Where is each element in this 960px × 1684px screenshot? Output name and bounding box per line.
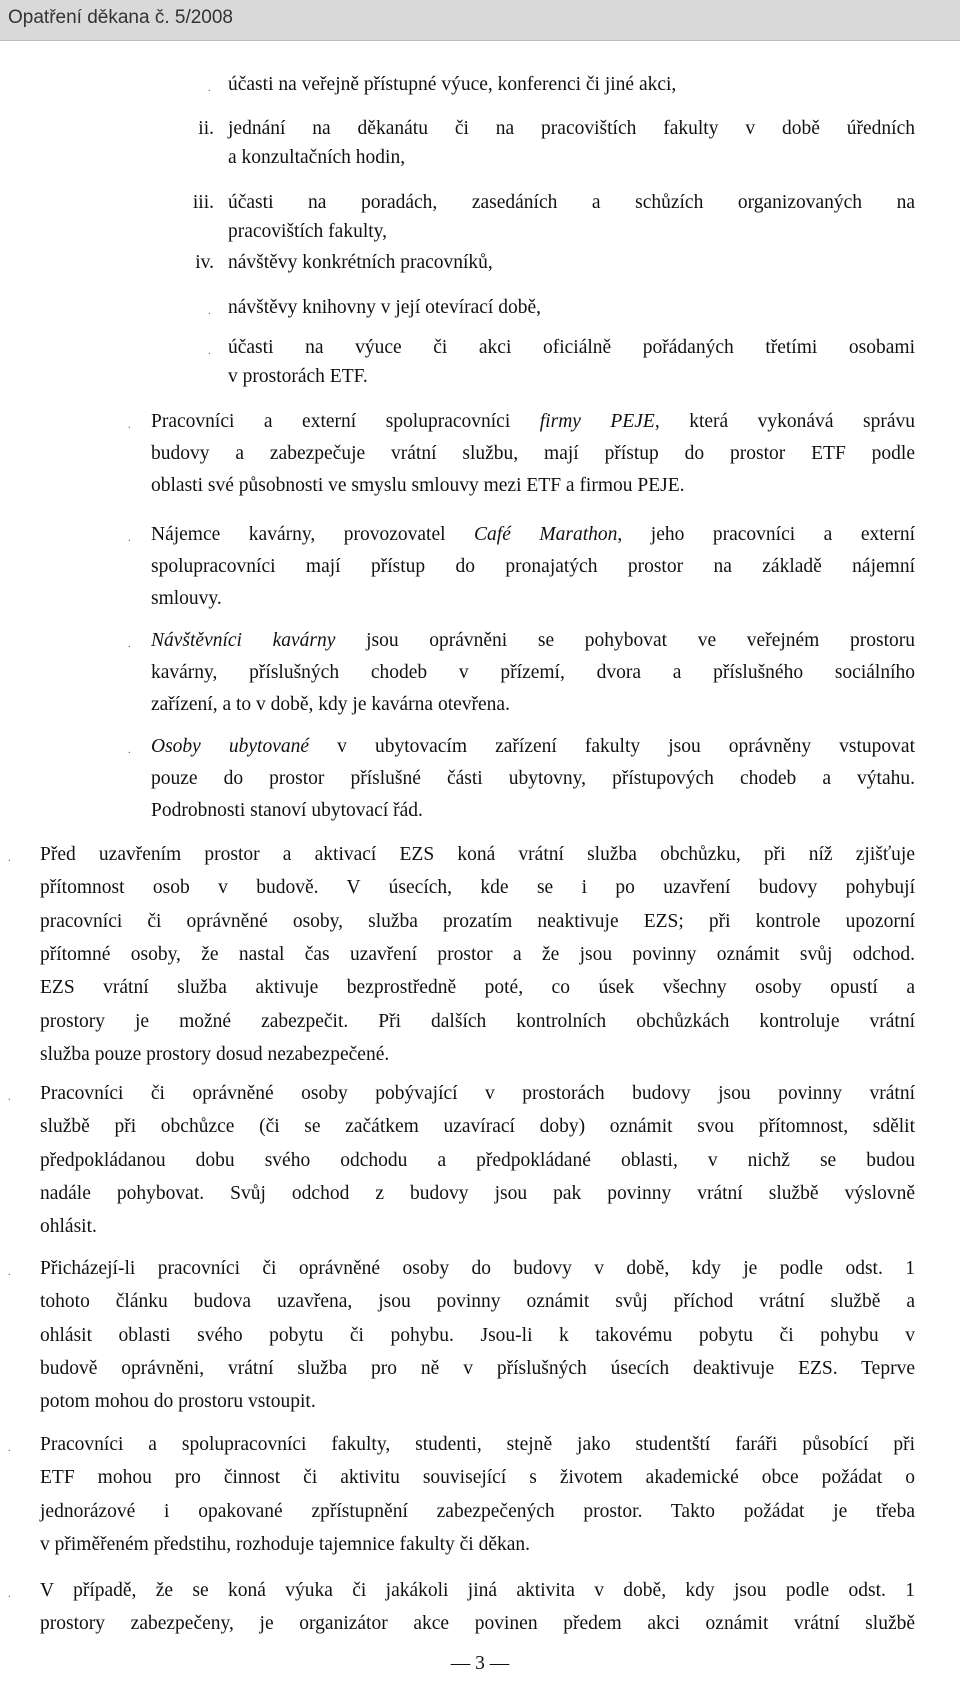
- text-line: Přicházejí-li pracovníci či oprávněné osoby do budovy v době, kdy je podle odst. 1: [40, 1258, 915, 1279]
- text-line: nadále pohybovat. Svůj odchod z budovy jsou pak povinny vrátní službě výslovně: [40, 1183, 915, 1204]
- text-line: účasti na poradách, zasedáních a schůzích organizovaných na: [228, 192, 915, 213]
- text-line: ohlásit oblasti svého pobytu či pohybu. Jsou-li k takovému pobytu či pohybu v: [40, 1325, 915, 1346]
- text-line: v přiměřeném předstihu, rozhoduje tajemnice fakulty či děkan.: [40, 1534, 531, 1555]
- list-bullet-mark: .: [128, 639, 131, 650]
- text-line: službě při obchůzce (či se začátkem uzavírací doby) oznámit svou přítomnost, sdělit: [40, 1116, 915, 1137]
- list-bullet-mark: .: [128, 533, 131, 544]
- document-title: Opatření děkana č. 5/2008: [8, 7, 233, 28]
- text-line: Pracovníci a spolupracovníci fakulty, studenti, stejně jako studentští faráři působící při: [40, 1434, 915, 1455]
- text-line: účasti na veřejně přístupné výuce, konferenci či jiné akci,: [228, 74, 677, 95]
- text-line: budovy a zabezpečuje vrátní službu, mají přístup do prostor ETF podle: [151, 443, 915, 464]
- text-line: návštěvy konkrétních pracovníků,: [228, 252, 493, 273]
- text-line: jednání na děkanátu či na pracovištích fakulty v době úředních: [228, 118, 915, 139]
- text-line: ETF mohou pro činnost či aktivitu související s životem akademické obce požádat o: [40, 1467, 915, 1488]
- list-bullet-mark: .: [128, 745, 131, 756]
- text-line: v prostorách ETF.: [228, 366, 368, 387]
- text-line: prostory je možné zabezpečit. Při dalších kontrolních obchůzkách kontroluje vrátní: [40, 1011, 915, 1032]
- text-line: Návštěvníci kavárny jsou oprávněni se pohybovat ve veřejném prostoru: [151, 630, 915, 651]
- list-bullet-mark: .: [208, 83, 211, 94]
- list-bullet-mark: .: [8, 1589, 11, 1600]
- text-line: služba pouze prostory dosud nezabezpečené.: [40, 1044, 390, 1065]
- document-header: [0, 0, 960, 41]
- text-line: zařízení, a to v době, kdy je kavárna otevřena.: [151, 694, 510, 715]
- list-bullet-mark: .: [8, 853, 11, 864]
- text-line: spolupracovníci mají přístup do pronajatých prostor na základě nájemní: [151, 556, 915, 577]
- list-marker: iv.: [195, 252, 214, 273]
- list-bullet-mark: .: [8, 1092, 11, 1103]
- text-line: předpokládanou dobu svého odchodu a předpokládané oblasti, v nichž se budou: [40, 1150, 915, 1171]
- list-bullet-mark: .: [8, 1443, 11, 1454]
- text-line: účasti na výuce či akci oficiálně pořádaných třetími osobami: [228, 337, 915, 358]
- text-line: EZS vrátní služba aktivuje bezprostředně poté, co úsek všechny osoby opustí a: [40, 977, 915, 998]
- text-line: Před uzavřením prostor a aktivací EZS koná vrátní služba obchůzku, při níž zjišťuje: [40, 844, 915, 865]
- text-line: budově oprávněni, vrátní služba pro ně v příslušných úsecích deaktivuje EZS. Teprve: [40, 1358, 915, 1379]
- text-line: smlouvy.: [151, 588, 222, 609]
- list-marker: iii.: [192, 192, 214, 213]
- list-marker: ii.: [198, 118, 214, 139]
- text-line: Nájemce kavárny, provozovatel Café Marathon, jeho pracovníci a externí: [151, 524, 915, 545]
- list-bullet-mark: .: [8, 1267, 11, 1278]
- text-line: ohlásit.: [40, 1216, 97, 1237]
- text-line: V případě, že se koná výuka či jakákoli jiná aktivita v době, kdy jsou podle odst. 1: [40, 1580, 915, 1601]
- list-bullet-mark: .: [208, 306, 211, 317]
- text-line: pracovníci či oprávněné osoby, služba prozatím neaktivuje EZS; při kontrole upozorní: [40, 911, 915, 932]
- text-line: Podrobnosti stanoví ubytovací řád.: [151, 800, 423, 821]
- text-line: návštěvy knihovny v její otevírací době,: [228, 297, 542, 318]
- text-line: potom mohou do prostoru vstoupit.: [40, 1391, 316, 1412]
- text-line: prostory zabezpečeny, je organizátor akce povinen předem akci oznámit vrátní službě: [40, 1613, 915, 1634]
- page-number: — 3 —: [450, 1653, 510, 1674]
- text-line: Osoby ubytované v ubytovacím zařízení fakulty jsou oprávněny vstupovat: [151, 736, 915, 757]
- text-line: Pracovníci či oprávněné osoby pobývající v prostorách budovy jsou povinny vrátní: [40, 1083, 915, 1104]
- list-bullet-mark: .: [208, 346, 211, 357]
- text-line: tohoto článku budova uzavřena, jsou povinny oznámit svůj příchod vrátní službě a: [40, 1291, 915, 1312]
- text-line: jednorázové i opakované zpřístupnění zabezpečených prostor. Takto požádat je třeba: [40, 1501, 915, 1522]
- text-line: pracovištích fakulty,: [228, 221, 388, 242]
- text-line: pouze do prostor příslušné části ubytovny, přístupových chodeb a výtahu.: [151, 768, 915, 789]
- text-line: přítomné osoby, že nastal čas uzavření prostor a že jsou povinny oznámit svůj odchod.: [40, 944, 915, 965]
- text-line: oblasti své působnosti ve smyslu smlouvy mezi ETF a firmou PEJE.: [151, 475, 685, 496]
- text-line: Pracovníci a externí spolupracovníci firmy PEJE, která vykonává správu: [151, 411, 915, 432]
- text-line: a konzultačních hodin,: [228, 147, 406, 168]
- list-bullet-mark: .: [128, 420, 131, 431]
- text-line: kavárny, příslušných chodeb v přízemí, dvora a příslušného sociálního: [151, 662, 915, 683]
- text-line: přítomnost osob v budově. V úsecích, kde se i po uzavření budovy pohybují: [40, 877, 915, 898]
